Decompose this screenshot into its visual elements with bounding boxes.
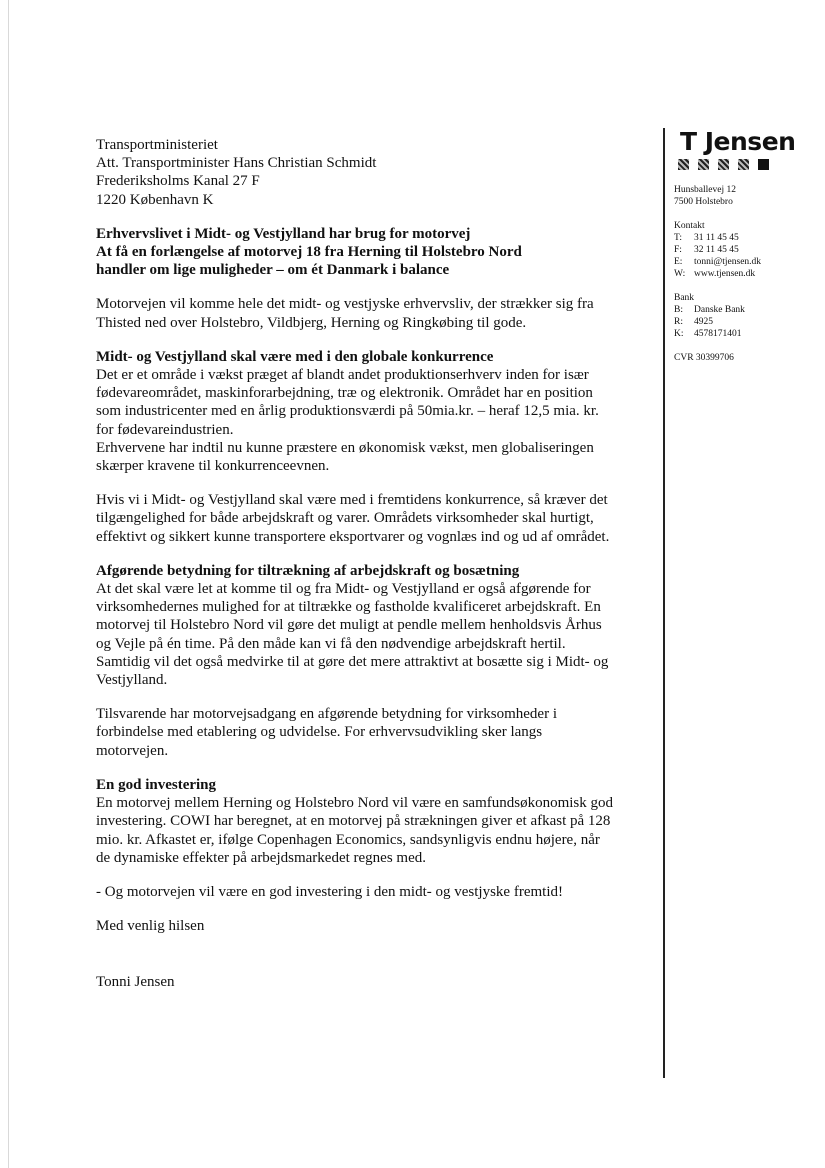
contact-block [674, 220, 814, 280]
address-line: 7500 Holstebro [674, 197, 733, 207]
logo-square [678, 159, 689, 170]
contact-phone [674, 232, 814, 244]
contact-fax [674, 244, 814, 256]
section-title: En god investering [96, 776, 217, 793]
sidebar-divider [663, 128, 665, 1078]
signature: Tonni Jensen [96, 974, 175, 991]
field-key: R: [674, 317, 683, 327]
logo-square [758, 159, 769, 170]
bank-name [674, 304, 814, 316]
paragraph: - Og motorvejen vil være en god investering i den midt- og vestjyske fremtid! [96, 883, 563, 900]
logo-square [718, 159, 729, 170]
contact-email [674, 256, 814, 268]
recipient-line: 1220 København K [96, 191, 214, 208]
letter-body [96, 136, 616, 992]
section-title: Midt- og Vestjylland skal være med i den globale konkurrence [96, 348, 494, 365]
field-key: E: [674, 257, 683, 267]
page-edge [8, 0, 9, 1168]
contact-web [674, 268, 814, 280]
company-logo: T Jensen [680, 127, 796, 156]
letterhead-sidebar [674, 128, 814, 364]
bank-account [674, 328, 814, 340]
field-key: F: [674, 245, 682, 255]
closing: Med venlig hilsen [96, 918, 205, 935]
paragraph: Tilsvarende har motorvejsadgang en afgørende betydning for virksomheder i forbindelse med etablering og udvidelse. For erhvervsudvikling sker langs motorvejen. [96, 706, 557, 759]
bank-reg [674, 316, 814, 328]
field-value: www.tjensen.dk [694, 269, 756, 279]
heading-line: Erhvervslivet i Midt- og Vestjylland har brug for motorvej [96, 225, 471, 242]
intro-paragraph: Motorvejen vil komme hele det midt- og vestjyske erhvervsliv, der strækker sig fra Thisted ned over Holstebro, Vildbjerg, Herning og Ringkøbing til gode. [96, 296, 594, 331]
recipient-line: Frederiksholms Kanal 27 F [96, 173, 260, 190]
field-value: Danske Bank [694, 305, 745, 315]
address-line: Hunsballevej 12 [674, 185, 737, 195]
section-title: Afgørende betydning for tiltrækning af arbejdskraft og bosætning [96, 562, 520, 579]
heading-line: At få en forlængelse af motorvej 18 fra Herning til Holstebro Nord [96, 244, 522, 261]
field-value: 31 11 45 45 [694, 233, 739, 243]
field-key: T: [674, 233, 682, 243]
contact-label: Kontakt [674, 221, 705, 231]
field-value: 4578171401 [694, 329, 742, 339]
paragraph: Det er et område i vækst præget af blandt andet produktionserhverv inden for især fødevareområdet, maskinforarbejdning, træ og elektronik. Området har en position som industricenter med en årlig produktionsværdi på 50mia.kr. – heraf 12,5 mia. kr. for fødevareindustrien. [96, 367, 599, 438]
recipient-line: Transportministeriet [96, 137, 218, 153]
recipient-address [96, 136, 616, 209]
field-value: 32 11 45 45 [694, 245, 739, 255]
field-value: 4925 [694, 317, 713, 327]
recipient-line: Att. Transportminister Hans Christian Schmidt [96, 155, 377, 172]
bank-block [674, 292, 814, 340]
paragraph: En motorvej mellem Herning og Holstebro Nord vil være en samfundsøkonomisk god investering. COWI har beregnet, at en motorvej på strækningen giver et afkast på 128 mio. kr. Afkastet er, ifølge Copenhagen Economics, sandsynligvis endnu højere, når de dynamiske effekter på arbejdsmarkedet regnes med. [96, 795, 614, 866]
paragraph: Erhvervene har indtil nu kunne præstere en økonomisk vækst, men globaliseringen skærper kravene til konkurrenceevnen. [96, 439, 594, 475]
heading-line: handler om lige muligheder – om ét Danmark i balance [96, 262, 450, 279]
company-address [674, 184, 814, 208]
letter-heading [96, 225, 616, 280]
logo-square [698, 159, 709, 170]
cvr-number: CVR 30399706 [674, 353, 734, 363]
logo-squares [678, 159, 814, 170]
logo-square [738, 159, 749, 170]
paragraph: At det skal være let at komme til og fra Midt- og Vestjylland er også afgørende for virksomhedernes mulighed for at tiltrække og fastholde kvalificeret arbejdskraft. En motorvej til Holstebro Nord vil gøre det muligt at pendle mellem henholdsvis Århus og Vejle på én time. På den måde kan vi få den nødvendige arbejdskraft hertil. Samtidig vil det også medvirke til at gøre det mere attraktivt at bosætte sig i Midt- og Vestjylland. [96, 581, 609, 689]
field-key: K: [674, 329, 684, 339]
field-key: W: [674, 269, 686, 279]
bank-label: Bank [674, 293, 695, 303]
field-value: tonni@tjensen.dk [694, 257, 762, 267]
paragraph: Hvis vi i Midt- og Vestjylland skal være med i fremtidens konkurrence, så kræver det tilgængelighed for både arbejdskraft og varer. Områdets virksomheder skal hurtigt, effektivt og sikkert kunne transportere eksportvarer og vognlæs ind og ud af området. [96, 492, 610, 545]
field-key: B: [674, 305, 683, 315]
